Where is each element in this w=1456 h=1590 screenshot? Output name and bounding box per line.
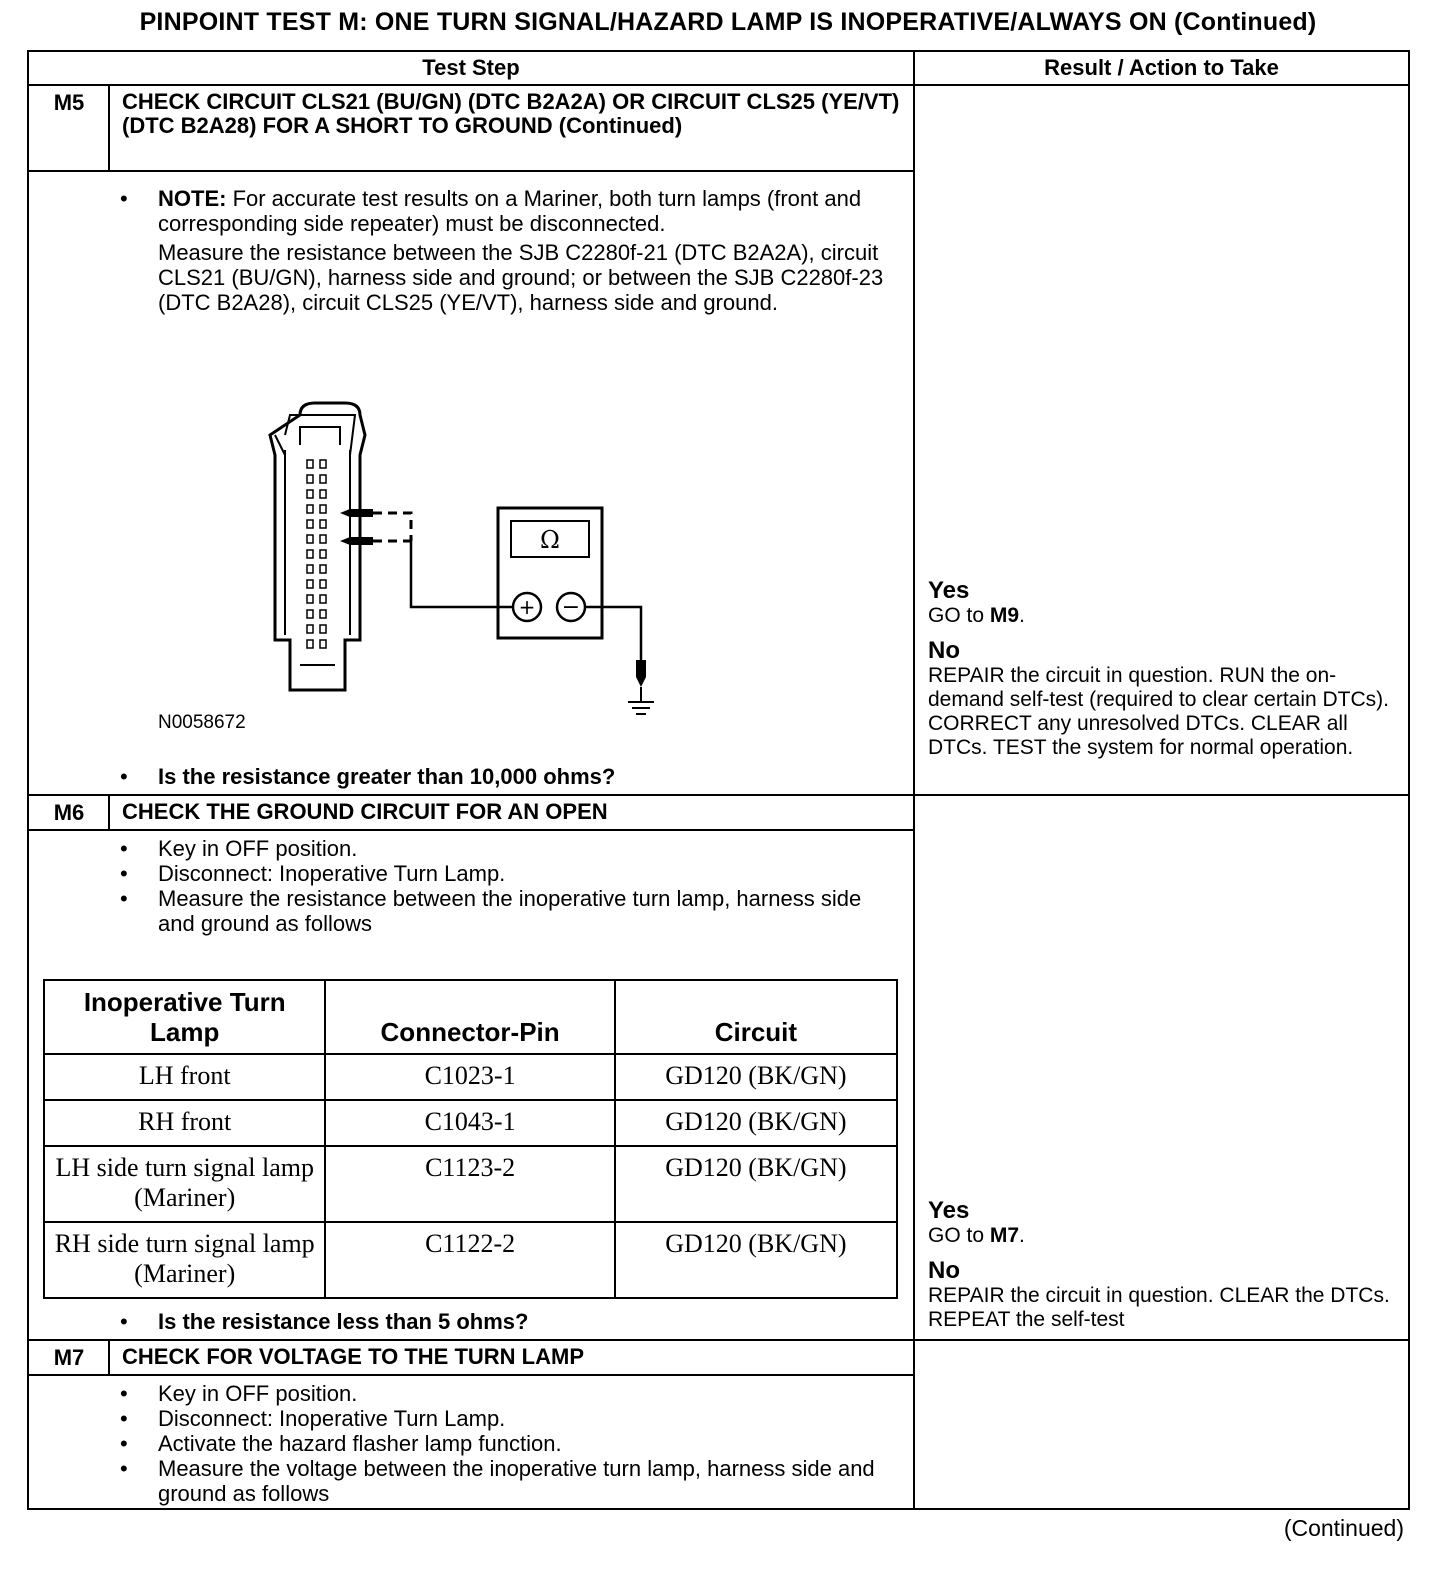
table-row: RH side turn signal lamp (Mariner) C1122-2 GD120 (BK/GN) xyxy=(44,1222,897,1298)
figure-id: N0058672 xyxy=(158,712,246,733)
table-row: RH front C1043-1 GD120 (BK/GN) xyxy=(44,1100,897,1146)
no-label: No xyxy=(928,1257,960,1284)
header-rule xyxy=(27,84,1410,86)
step-title-m5: CHECK CIRCUIT CLS21 (BU/GN) (DTC B2A2A) OR CIRCUIT CLS25 (YE/VT) (DTC B2A28) FOR A SHORT TO GROUND (Continued) xyxy=(122,89,900,138)
step-rule xyxy=(27,794,1410,796)
step-id-m5: M5 xyxy=(53,90,85,115)
no-label: No xyxy=(928,637,960,664)
bullet-icon: • xyxy=(120,861,128,886)
header-test-step: Test Step xyxy=(422,55,520,80)
table-row: LH front C1023-1 GD120 (BK/GN) xyxy=(44,1054,897,1100)
test-probes xyxy=(340,509,514,607)
col-header-circuit: Circuit xyxy=(615,980,897,1054)
ground-icon xyxy=(628,702,654,714)
no-action: REPAIR the circuit in question. RUN the on-demand self-test (required to clear certain DTCs). CORRECT any unresolved DTCs. CLEAR all DTCs. TEST the system for normal operation. xyxy=(928,664,1390,759)
m6-result: Yes GO to M7. No REPAIR the circuit in question. CLEAR the DTCs. REPEAT the self-test xyxy=(928,1198,1408,1332)
table-row: LH side turn signal lamp (Mariner) C1123-2 GD120 (BK/GN) xyxy=(44,1146,897,1222)
goto-m7-link[interactable]: M7 xyxy=(989,1224,1020,1247)
bullet-icon: • xyxy=(120,1406,128,1431)
bullet-icon: • xyxy=(120,1309,128,1334)
bullet-icon: • xyxy=(120,886,128,911)
note-text: For accurate test results on a Mariner, both turn lamps (front and corresponding side repeater) must be disconnected. xyxy=(158,186,862,236)
m7-instructions: • Key in OFF position. • Disconnect: Inoperative Turn Lamp. • Activate the hazard flasher lamp function. • Measure the voltage between the inoperative turn lamp, harness side and ground as follows xyxy=(120,1381,875,1506)
step-rule xyxy=(27,1374,915,1376)
measure-text: Measure the resistance between the SJB C2280f-21 (DTC B2A2A), circuit CLS21 (BU/GN), harness side and ground; or between the SJB C2280f-23 (DTC B2A28), circuit CLS25 (YE/VT), harness side and ground. xyxy=(158,240,884,315)
m5-instructions xyxy=(120,186,900,315)
step-rule xyxy=(27,170,915,172)
connector-diagram xyxy=(255,395,675,725)
col-header-lamp: Inoperative Turn Lamp xyxy=(44,980,325,1054)
step-id-m7: M7 xyxy=(53,1345,85,1370)
bullet-icon: • xyxy=(120,1456,128,1481)
svg-text:+: + xyxy=(518,595,536,619)
bullet-icon: • xyxy=(120,1431,128,1456)
connector-pin-table xyxy=(43,979,898,1299)
bullet-icon: • xyxy=(120,836,128,861)
yes-label: Yes xyxy=(928,1197,970,1224)
step-id-m6: M6 xyxy=(53,800,85,825)
continued-label: (Continued) xyxy=(1283,1515,1404,1541)
bullet-icon: • xyxy=(120,186,128,211)
col-header-pin: Connector-Pin xyxy=(325,980,614,1054)
pin-grid xyxy=(307,460,326,648)
bullet-icon: • xyxy=(120,1381,128,1406)
yes-label: Yes xyxy=(928,577,970,604)
header-result: Result / Action to Take xyxy=(1044,55,1279,80)
svg-text:−: − xyxy=(561,595,581,620)
ohm-symbol: Ω xyxy=(540,526,560,554)
step-rule xyxy=(27,829,915,831)
col-divider xyxy=(913,50,915,1510)
page-title: PINPOINT TEST M: ONE TURN SIGNAL/HAZARD LAMP IS INOPERATIVE/ALWAYS ON (Continued) xyxy=(139,8,1317,36)
goto-m9-link[interactable]: M9 xyxy=(989,604,1020,627)
bullet-icon: • xyxy=(120,764,128,789)
m5-result: Yes GO to M9. No REPAIR the circuit in question. RUN the on-demand self-test (required to clear certain DTCs). CORRECT any unresolved DTCs. CLEAR all DTCs. TEST the system for normal operation. xyxy=(928,578,1408,760)
m5-question: • Is the resistance greater than 10,000 ohms? xyxy=(120,764,616,789)
step-rule xyxy=(27,1339,1410,1341)
m6-question: • Is the resistance less than 5 ohms? xyxy=(120,1309,529,1334)
ohmmeter-icon xyxy=(498,508,646,701)
note-label: NOTE: xyxy=(158,186,227,211)
step-title-m7: CHECK FOR VOLTAGE TO THE TURN LAMP xyxy=(122,1344,584,1369)
step-title-m6: CHECK THE GROUND CIRCUIT FOR AN OPEN xyxy=(122,799,608,824)
no-action: REPAIR the circuit in question. CLEAR the DTCs. REPEAT the self-test xyxy=(928,1284,1390,1331)
m6-instructions: • Key in OFF position. • Disconnect: Inoperative Turn Lamp. • Measure the resistance between the inoperative turn lamp, harness side and ground as follows xyxy=(120,836,862,936)
